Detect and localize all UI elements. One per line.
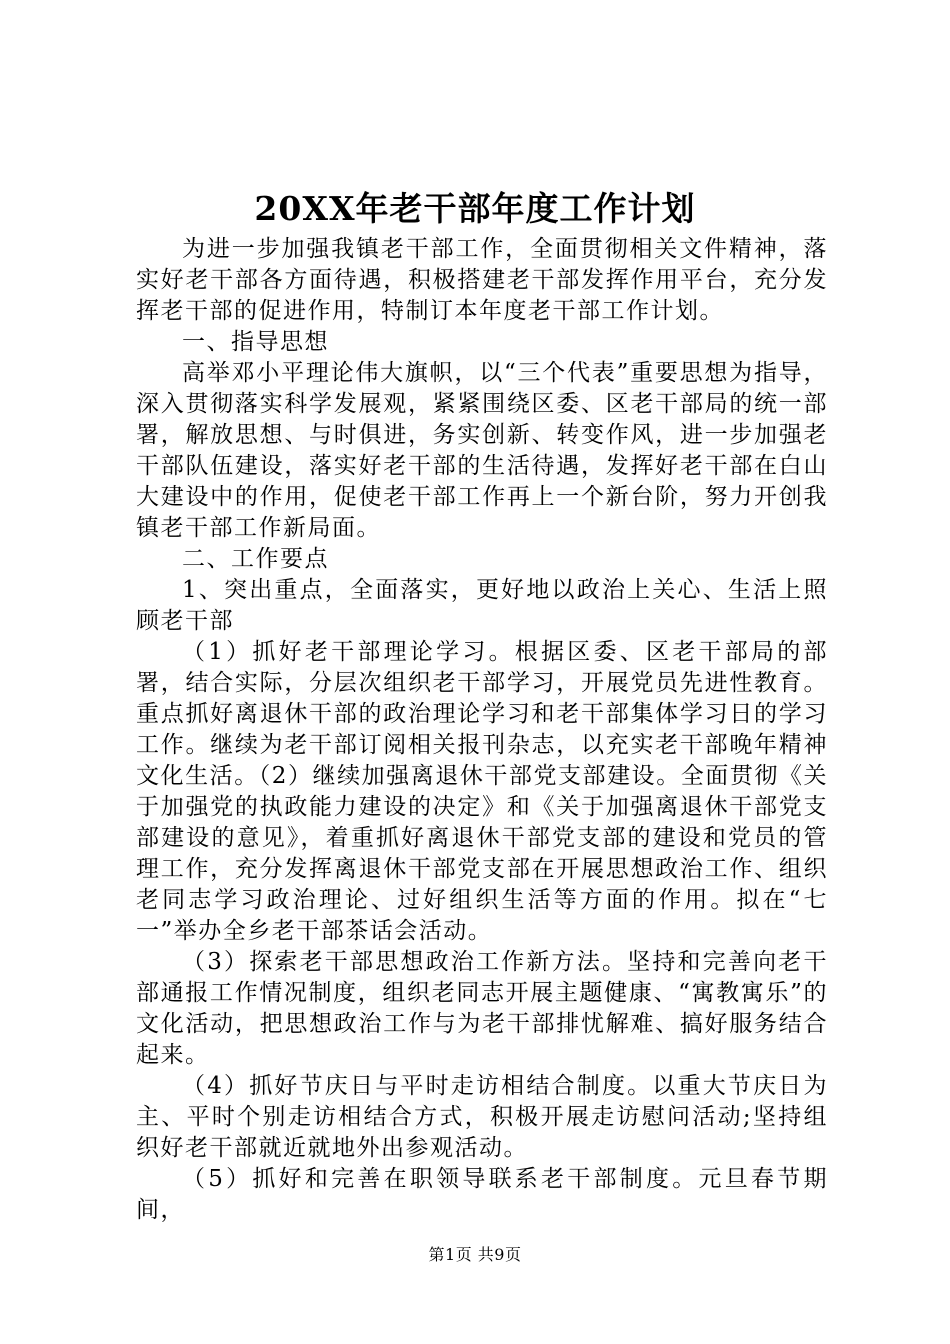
intro-paragraph: 为进一步加强我镇老干部工作，全面贯彻相关文件精神，落实好老干部各方面待遇，积极搭建老干部发挥作用平台，充分发挥老干部的促进作用，特制订本年度老干部工作计划。 xyxy=(136,236,828,324)
page-footer: 第1页 共9页 xyxy=(428,1245,522,1264)
section-heading-guiding-thought: 一、指导思想 xyxy=(182,329,329,355)
guiding-thought-paragraph: 高举邓小平理论伟大旗帜，以“三个代表”重要思想为指导，深入贯彻落实科学发展观，紧紧围绕区委、区老干部局的统一部署，解放思想、与时俱进，务实创新、转变作风，进一步加强老干部队伍建设，落实好老干部的生活待遇，发挥好老干部在白山大建设中的作用，促使老干部工作再上一个新台阶，努力开创我镇老干部工作新局面。 xyxy=(136,360,828,541)
document-body xyxy=(136,234,828,1226)
work-item-4-paragraph: （4）抓好节庆日与平时走访相结合制度。以重大节庆日为主、平时个别走访相结合方式，积极开展走访慰问活动;坚持组织好老干部就近就地外出参观活动。 xyxy=(136,1073,828,1161)
work-item-1-2-paragraph: （1）抓好老干部理论学习。根据区委、区老干部局的部署，结合实际，分层次组织老干部学习，开展党员先进性教育。重点抓好离退休干部的政治理论学习和老干部集体学习日的学习工作。继续为老干部订阅相关报刊杂志，以充实老干部晚年精神文化生活。（2）继续加强离退休干部党支部建设。全面贯彻《关于加强党的执政能力建设的决定》和《关于加强离退休干部党支部建设的意见》，着重抓好离退休干部党支部的建设和党员的管理工作，充分发挥离退休干部党支部在开展思想政治工作、组织老同志学习政治理论、过好组织生活等方面的作用。拟在“七一”举办全乡老干部茶话会活动。 xyxy=(136,639,828,944)
work-item-5-paragraph: （5）抓好和完善在职领导联系老干部制度。元旦春节期间， xyxy=(136,1166,828,1223)
work-item-3-paragraph: （3）探索老干部思想政治工作新方法。坚持和完善向老干部通报工作情况制度，组织老同志开展主题健康、“寓教寓乐”的文化活动，把思想政治工作与为老干部排忧解难、搞好服务结合起来。 xyxy=(136,949,828,1068)
document-title: 20XX年老干部年度工作计划 xyxy=(254,189,696,228)
section-heading-work-points: 二、工作要点 xyxy=(182,546,329,572)
work-point-1-heading: 1、突出重点，全面落实，更好地以政治上关心、生活上照顾老干部 xyxy=(136,577,828,634)
